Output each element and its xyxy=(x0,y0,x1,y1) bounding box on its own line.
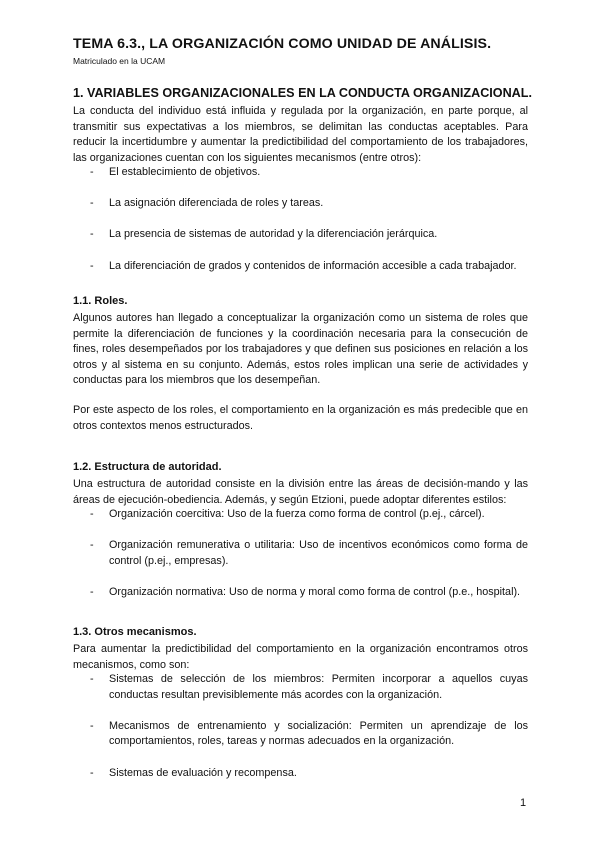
list-item-text: Organización coercitiva: Uso de la fuerza como forma de control (p.ej., cárcel). xyxy=(109,508,485,520)
bullet-marker: - xyxy=(90,766,94,779)
section-1-2-bullet-list xyxy=(73,507,528,601)
list-item xyxy=(73,766,528,782)
list-item xyxy=(73,507,528,523)
section-1-3-bullet-list xyxy=(73,672,528,781)
bullet-marker: - xyxy=(90,719,94,732)
list-item-text: La diferenciación de grados y contenidos de información accesible a cada trabajador. xyxy=(109,259,517,272)
section-1-2-heading: 1.2. Estructura de autoridad. xyxy=(73,461,222,473)
section-1-bullet-list xyxy=(73,165,528,274)
list-item xyxy=(73,227,528,243)
list-item-text: Mecanismos de entrenamiento y socialización: Permiten un aprendizaje de los comportamientos, roles, tareas y normas adecuados en la organización. xyxy=(109,719,528,748)
list-item xyxy=(73,259,528,275)
section-1-1-paragraph-1: Algunos autores han llegado a conceptualizar la organización como un sistema de roles que permite la diferenciación de funciones y la coordinación necesaria para la consecución de fines, roles desempeñados por los trabajadores y que definen sus posiciones en relación a los otros y al sistema en su conjunto. Además, estos roles implican una serie de actividades y conductas para los miembros que los desempeñan. xyxy=(73,312,528,387)
list-item-text: Sistemas de selección de los miembros: Permiten incorporar a aquellos cuyas conductas resultan previsiblemente más acordes con la organización. xyxy=(109,673,528,701)
bullet-marker: - xyxy=(90,508,94,520)
section-1-heading: 1. VARIABLES ORGANIZACIONALES EN LA CONDUCTA ORGANIZACIONAL. xyxy=(73,86,532,100)
list-item xyxy=(73,538,528,569)
bullet-marker: - xyxy=(90,673,94,685)
list-item xyxy=(73,196,528,212)
bullet-marker: - xyxy=(90,259,94,272)
page-number: 1 xyxy=(520,797,527,809)
section-1-3-heading: 1.3. Otros mecanismos. xyxy=(73,626,197,638)
list-item-text: La presencia de sistemas de autoridad y la diferenciación jerárquica. xyxy=(109,228,438,241)
document-title: TEMA 6.3., LA ORGANIZACIÓN COMO UNIDAD DE ANÁLISIS. xyxy=(73,36,492,52)
section-1-2-intro: Una estructura de autoridad consiste en la división entre las áreas de decisión-mando y las áreas de ejecución-obediencia. Además, y según Etzioni, puede adoptar diferentes estilos: xyxy=(73,478,528,506)
list-item-text: El establecimiento de objetivos. xyxy=(109,166,261,178)
section-1-intro: La conducta del individuo está influida y regulada por la organización, en parte porque, al transmitir sus expectativas a los miembros, se delimitan las conductas aceptables. Para reducir la incertidumbre y aumentar la predictibilidad del comportamiento de los trabajadores, las organizaciones cuentan con los siguientes mecanismos (entre otros): xyxy=(73,105,528,164)
bullet-marker: - xyxy=(90,539,94,552)
bullet-marker: - xyxy=(90,166,94,178)
list-item-text: Organización normativa: Uso de norma y moral como forma de control (p.e., hospital). xyxy=(109,585,521,598)
bullet-marker: - xyxy=(90,197,94,210)
bullet-marker: - xyxy=(90,228,94,241)
list-item xyxy=(73,585,528,601)
section-1-1-heading: 1.1. Roles. xyxy=(73,295,128,307)
list-item-text: Organización remunerativa o utilitaria: Uso de incentivos económicos como forma de control (p.ej., empresas). xyxy=(109,539,528,567)
list-item xyxy=(73,672,528,703)
bullet-marker: - xyxy=(90,585,94,598)
document-subtitle: Matriculado en la UCAM xyxy=(73,56,166,66)
list-item-text: Sistemas de evaluación y recompensa. xyxy=(109,766,297,779)
section-1-1-paragraph-2: Por este aspecto de los roles, el comportamiento en la organización es más predecible que en otros contextos menos estructurados. xyxy=(73,404,528,432)
list-item-text: La asignación diferenciada de roles y tareas. xyxy=(109,197,324,210)
list-item xyxy=(73,165,528,181)
list-item xyxy=(73,719,528,750)
section-1-3-intro: Para aumentar la predictibilidad del comportamiento en la organización encontramos otros mecanismos, como son: xyxy=(73,643,528,671)
